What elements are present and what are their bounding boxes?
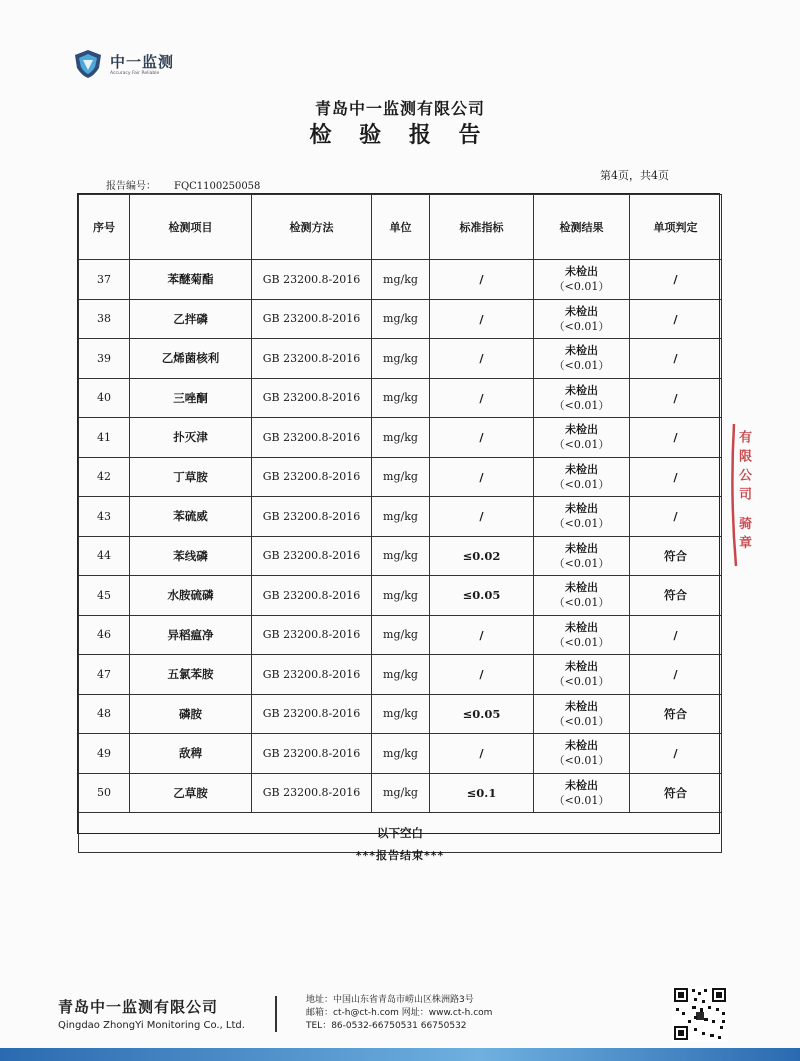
cell-unit: mg/kg	[372, 260, 430, 300]
cell-std: /	[430, 734, 534, 774]
cell-item: 乙拌磷	[130, 299, 252, 339]
table-row	[79, 378, 722, 418]
result-limit: （<0.01）	[553, 319, 610, 333]
cell-item: 苯醚菊酯	[130, 260, 252, 300]
result-limit: （<0.01）	[553, 477, 610, 491]
table-row	[79, 655, 722, 695]
shield-logo-icon	[72, 48, 104, 80]
table-row	[79, 576, 722, 616]
cell-result	[534, 339, 630, 379]
footer-divider	[275, 996, 277, 1032]
cell-std: ≤0.05	[430, 576, 534, 616]
cell-result	[534, 615, 630, 655]
cell-unit: mg/kg	[372, 378, 430, 418]
cell-item: 磷胺	[130, 694, 252, 734]
cell-item: 三唑酮	[130, 378, 252, 418]
cell-no: 49	[79, 734, 130, 774]
cell-std: ≤0.02	[430, 536, 534, 576]
result-status: 未检出	[565, 383, 598, 397]
col-header: 检测项目	[130, 195, 252, 260]
cell-no: 48	[79, 694, 130, 734]
cell-std: /	[430, 260, 534, 300]
table-row	[79, 260, 722, 300]
result-status: 未检出	[565, 581, 598, 595]
footer-color-bar	[0, 1048, 800, 1061]
result-status: 未检出	[565, 502, 598, 516]
cell-unit: mg/kg	[372, 734, 430, 774]
cell-method: GB 23200.8-2016	[252, 694, 372, 734]
company-title: 青岛中一监测有限公司	[314, 99, 485, 118]
cell-unit: mg/kg	[372, 457, 430, 497]
table-row	[79, 339, 722, 379]
cell-judge: 符合	[630, 694, 722, 734]
cell-unit: mg/kg	[372, 418, 430, 458]
table-row	[79, 615, 722, 655]
cell-item: 苯硫威	[130, 497, 252, 537]
cell-method: GB 23200.8-2016	[252, 299, 372, 339]
cell-no: 43	[79, 497, 130, 537]
result-status: 未检出	[565, 265, 598, 279]
cell-judge: 符合	[630, 536, 722, 576]
cell-std: /	[430, 497, 534, 537]
cell-judge: /	[630, 655, 722, 695]
cell-std: ≤0.1	[430, 773, 534, 813]
red-seal-stamp	[728, 420, 768, 570]
table-row	[79, 734, 722, 774]
result-limit: （<0.01）	[553, 556, 610, 570]
cell-std: /	[430, 418, 534, 458]
result-status: 未检出	[565, 304, 598, 318]
cell-no: 39	[79, 339, 130, 379]
cell-unit: mg/kg	[372, 655, 430, 695]
cell-method: GB 23200.8-2016	[252, 536, 372, 576]
table-row	[79, 536, 722, 576]
cell-method: GB 23200.8-2016	[252, 773, 372, 813]
cell-no: 50	[79, 773, 130, 813]
cell-result	[534, 773, 630, 813]
footer-address: 地址：中国山东省青岛市崂山区株洲路3号	[306, 995, 474, 1005]
cell-judge: /	[630, 497, 722, 537]
cell-result	[534, 260, 630, 300]
cell-method: GB 23200.8-2016	[252, 576, 372, 616]
cell-item: 水胺硫磷	[130, 576, 252, 616]
company-logo	[72, 48, 212, 84]
cell-method: GB 23200.8-2016	[252, 378, 372, 418]
result-status: 未检出	[565, 620, 598, 634]
page-info: 第4页，共4页	[600, 169, 669, 182]
cell-unit: mg/kg	[372, 615, 430, 655]
report-title: 检 验 报 告	[309, 122, 491, 148]
cell-judge: /	[630, 615, 722, 655]
cell-item: 扑灭津	[130, 418, 252, 458]
col-header: 检测方法	[252, 195, 372, 260]
cell-no: 47	[79, 655, 130, 695]
cell-result	[534, 299, 630, 339]
cell-std: ≤0.05	[430, 694, 534, 734]
cell-std: /	[430, 378, 534, 418]
report-number	[106, 177, 278, 192]
cell-no: 40	[79, 378, 130, 418]
cell-judge: /	[630, 299, 722, 339]
cell-method: GB 23200.8-2016	[252, 339, 372, 379]
cell-judge: 符合	[630, 773, 722, 813]
cell-judge: /	[630, 734, 722, 774]
cell-std: /	[430, 299, 534, 339]
result-status: 未检出	[565, 462, 598, 476]
report-end-note: ***报告结束***	[355, 849, 445, 862]
cell-no: 42	[79, 457, 130, 497]
seal-text: 有限公司 骑章	[736, 430, 751, 555]
cell-method: GB 23200.8-2016	[252, 418, 372, 458]
result-status: 未检出	[565, 778, 598, 792]
footer-email-web: 邮箱：ct-h@ct-h.com 网址：www.ct-h.com	[306, 1008, 493, 1018]
result-status: 未检出	[565, 423, 598, 437]
result-limit: （<0.01）	[553, 438, 610, 452]
report-number-value: FQC1100250058	[174, 181, 261, 192]
cell-result	[534, 457, 630, 497]
table-row	[79, 418, 722, 458]
footer-company-name: 青岛中一监测有限公司	[58, 998, 219, 1016]
cell-result	[534, 694, 630, 734]
footer-tel: TEL：86-0532-66750531 66750532	[306, 1021, 467, 1031]
cell-result	[534, 734, 630, 774]
logo-name: 中一监测	[110, 53, 175, 71]
cell-result	[534, 378, 630, 418]
cell-result	[534, 418, 630, 458]
result-limit: （<0.01）	[553, 675, 610, 689]
cell-method: GB 23200.8-2016	[252, 457, 372, 497]
cell-judge: /	[630, 457, 722, 497]
cell-method: GB 23200.8-2016	[252, 655, 372, 695]
cell-result	[534, 655, 630, 695]
cell-unit: mg/kg	[372, 694, 430, 734]
cell-no: 45	[79, 576, 130, 616]
result-limit: （<0.01）	[553, 398, 610, 412]
col-header: 单项判定	[630, 195, 722, 260]
cell-method: GB 23200.8-2016	[252, 734, 372, 774]
table-row	[79, 299, 722, 339]
cell-item: 五氯苯胺	[130, 655, 252, 695]
cell-item: 苯线磷	[130, 536, 252, 576]
logo-subtitle: Accuracy Fair Reliable	[110, 71, 160, 76]
table-row	[79, 773, 722, 813]
footer-company-name-en: Qingdao ZhongYi Monitoring Co., Ltd.	[58, 1020, 245, 1031]
cell-unit: mg/kg	[372, 497, 430, 537]
result-limit: （<0.01）	[553, 635, 610, 649]
cell-no: 46	[79, 615, 130, 655]
table-row	[79, 497, 722, 537]
cell-result	[534, 497, 630, 537]
cell-judge: /	[630, 339, 722, 379]
table-header-row	[79, 195, 722, 260]
cell-std: /	[430, 655, 534, 695]
result-limit: （<0.01）	[553, 754, 610, 768]
result-limit: （<0.01）	[553, 596, 610, 610]
cell-unit: mg/kg	[372, 576, 430, 616]
cell-std: /	[430, 457, 534, 497]
cell-judge: /	[630, 418, 722, 458]
col-header: 序号	[79, 195, 130, 260]
cell-judge: /	[630, 260, 722, 300]
result-status: 未检出	[565, 660, 598, 674]
cell-no: 38	[79, 299, 130, 339]
cell-std: /	[430, 615, 534, 655]
cell-unit: mg/kg	[372, 299, 430, 339]
col-header: 检测结果	[534, 195, 630, 260]
cell-no: 41	[79, 418, 130, 458]
result-limit: （<0.01）	[553, 793, 610, 807]
cell-no: 37	[79, 260, 130, 300]
cell-result	[534, 536, 630, 576]
cell-unit: mg/kg	[372, 339, 430, 379]
cell-item: 敌稗	[130, 734, 252, 774]
cell-unit: mg/kg	[372, 773, 430, 813]
cell-std: /	[430, 339, 534, 379]
result-limit: （<0.01）	[553, 517, 610, 531]
col-header: 标准指标	[430, 195, 534, 260]
cell-item: 丁草胺	[130, 457, 252, 497]
col-header: 单位	[372, 195, 430, 260]
result-status: 未检出	[565, 739, 598, 753]
cell-no: 44	[79, 536, 130, 576]
cell-unit: mg/kg	[372, 536, 430, 576]
table-row	[79, 694, 722, 734]
report-number-label: 报告编号：	[106, 181, 156, 192]
result-limit: （<0.01）	[553, 714, 610, 728]
cell-method: GB 23200.8-2016	[252, 260, 372, 300]
result-limit: （<0.01）	[553, 280, 610, 294]
cell-judge: 符合	[630, 576, 722, 616]
qr-code-icon	[672, 986, 728, 1042]
footer-contact	[306, 994, 492, 1033]
results-table	[77, 193, 720, 840]
cell-item: 乙草胺	[130, 773, 252, 813]
cell-judge: /	[630, 378, 722, 418]
cell-item: 异稻瘟净	[130, 615, 252, 655]
cell-method: GB 23200.8-2016	[252, 497, 372, 537]
result-limit: （<0.01）	[553, 359, 610, 373]
result-status: 未检出	[565, 344, 598, 358]
cell-method: GB 23200.8-2016	[252, 615, 372, 655]
table-row	[79, 457, 722, 497]
cell-item: 乙烯菌核利	[130, 339, 252, 379]
result-status: 未检出	[565, 699, 598, 713]
result-status: 未检出	[565, 541, 598, 555]
cell-result	[534, 576, 630, 616]
blank-note: 以下空白	[79, 813, 722, 853]
